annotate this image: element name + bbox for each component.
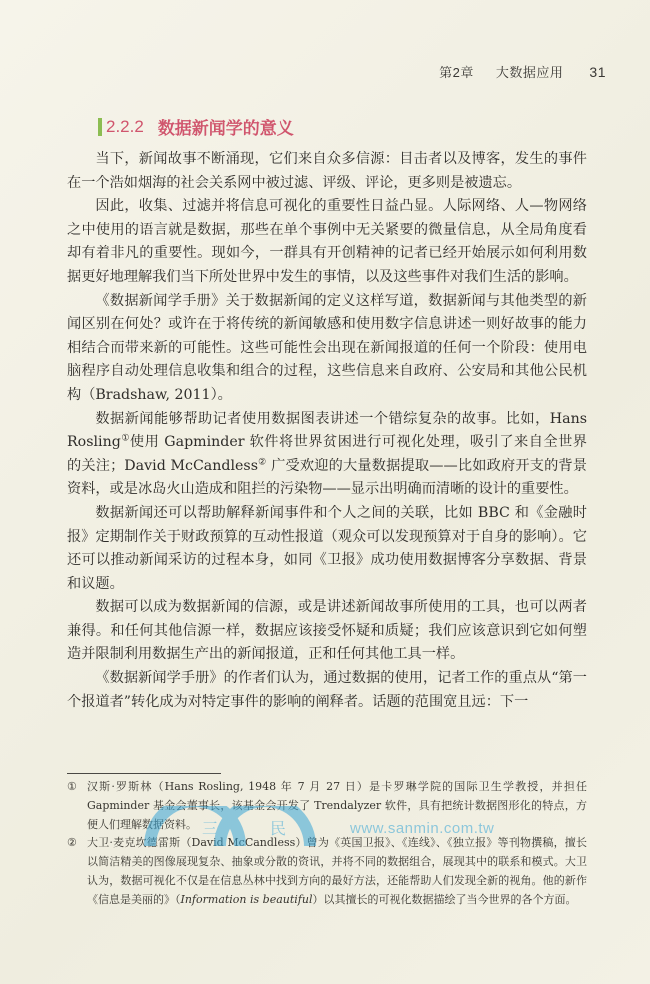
chapter-label: 第2章 — [439, 65, 474, 80]
section-title: 数据新闻学的意义 — [157, 119, 294, 138]
paragraph: 《数据新闻学手册》的作者们认为，通过数据的使用，记者工作的重点从“第一个报道者”转化成为对特定事件的影响的阐释者。话题的范围宽且远：下一 — [67, 670, 587, 710]
body-text — [67, 148, 587, 714]
footnote-2 — [67, 834, 587, 909]
paragraph-text: 数据新闻能够帮助记者使用数据图表讲述一个错综复杂的故事。比如，Hans Rosling — [67, 410, 587, 451]
footnote-1 — [67, 778, 587, 834]
section-number: 2.2.2 — [106, 116, 144, 136]
footnote-text-part: ）以其擅长的可视化数据描绘了当今世界的各个方面。 — [312, 892, 577, 906]
paragraph — [67, 408, 587, 502]
footnote-ref-1: ① — [120, 433, 130, 444]
paragraph-text: 广受欢迎的大量数据提取——比如政府开支的背景资料，或是冰岛火山造成和阻拦的污染物——显示出明确而清晰的设计的重要性。 — [67, 457, 587, 498]
footnote-divider — [67, 773, 221, 774]
section-marker-bar — [98, 118, 102, 136]
footnote-mark: ① — [67, 780, 77, 793]
page-number: 31 — [589, 64, 606, 80]
paragraph: 数据新闻还可以帮助解释新闻事件和个人之间的关联，比如 BBC 和《金融时报》定期制作关于财政预算的互动性报道（观众可以发现预算对于自身的影响）。它还可以推动新闻采访的过程本身，如同《卫报》成功使用数据博客分享数据、背景和议题。 — [67, 504, 587, 592]
watermark-char: 三 — [202, 819, 219, 838]
book-title-italic: Information is beautiful — [180, 892, 313, 906]
section-heading — [98, 114, 294, 139]
footnotes — [67, 778, 587, 910]
footnote-ref-2: ② — [257, 456, 267, 467]
chapter-title: 大数据应用 — [495, 65, 564, 80]
running-head — [439, 62, 606, 81]
footnote-text — [87, 834, 587, 909]
paragraph: 当下，新闻故事不断涌现，它们来自众多信源：目击者以及博客，发生的事件在一个浩如烟海的社会关系网中被过滤、评级、评论，更多则是被遗忘。 — [67, 151, 587, 191]
paragraph: 数据可以成为数据新闻的信源，或是讲述新闻故事所使用的工具，也可以两者兼得。和任何其他信源一样，数据应该接受怀疑和质疑；我们应该意识到它如何塑造并限制利用数据生产出的新闻报道，正和任何其他工具一样。 — [67, 599, 587, 663]
footnote-mark: ② — [67, 836, 77, 850]
watermark-url: www.sanmin.com.tw — [350, 820, 495, 837]
footnote-text-part: 大卫·麦克坎德雷斯（David McCandless）曾为《英国卫报》、《连线》、《独立报》等刊物撰稿，擅长以简洁精美的图像展现复杂、抽象或分散的资讯，并将不同的数据组合，展现其中的联系和模式。大卫认为，数据可视化不仅是在信息丛林中找到方向的最好方法，还能帮助人们发现全新的视角。他的新作《信息是美丽的》（ — [87, 836, 587, 906]
paragraph: 因此，收集、过滤并将信息可视化的重要性日益凸显。人际网络、人—物网络之中使用的语言就是数据，那些在单个事例中无关紧要的微量信息，从全局角度看却有着非凡的重要性。现如今，一群具有开创精神的记者已经开始展示如何利用数据更好地理解我们当下所处世界中发生的事情，以及这些事件对我们生活的影响。 — [67, 198, 587, 285]
footnote-text: 汉斯·罗斯林（Hans Rosling, 1948 年 7 月 27 日）是卡罗琳学院的国际卫生学教授，并担任 Gapminder 基金会董事长，该基金会开发了 Trendalyzer 软件，具有把统计数据图形化的特点，方便人们理解数据资料。 — [87, 780, 587, 831]
watermark-char: 民 — [270, 819, 287, 838]
paragraph: 《数据新闻学手册》关于数据新闻的定义这样写道，数据新闻与其他类型的新闻区别在何处？或许在于将传统的新闻敏感和使用数字信息讲述一则好故事的能力相结合而带来新的可能性。这些可能性会出现在新闻报道的任何一个阶段：使用电脑程序自动处理信息收集和组合的过程，这些信息来自政府、公安局和其他公民机构（Bradshaw, 2011）。 — [67, 292, 587, 403]
paragraph-text: 使用 Gapminder 软件将世界贫困进行可视化处理，吸引了来自全世界的关注；David McCandless — [67, 434, 587, 474]
